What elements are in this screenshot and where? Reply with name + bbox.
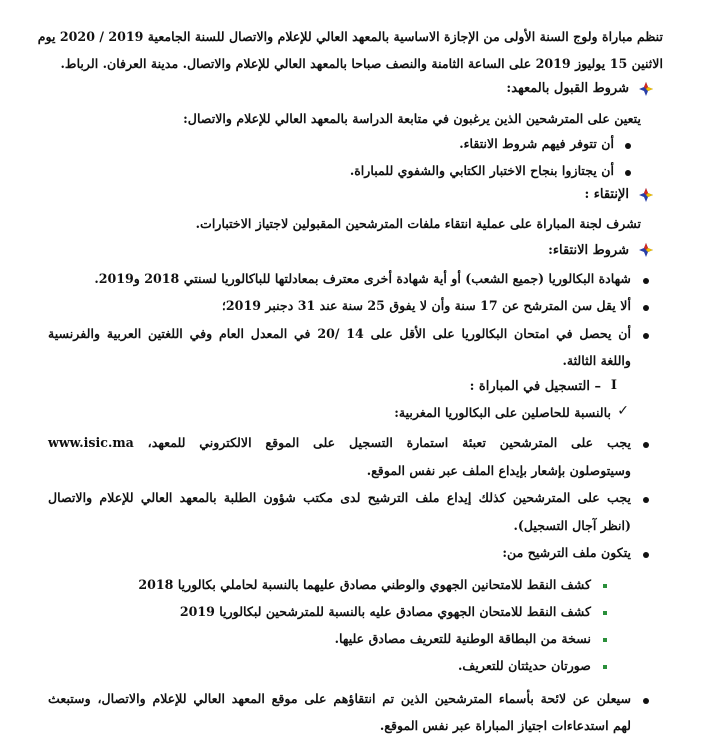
bullet-icon	[643, 305, 649, 311]
admission-intro: يتعين على المترشحين الذين يرغبون في متابعة الدراسة بالمعهد العالي للإعلام والاتصال:	[183, 111, 641, 126]
selection-condition-1: شهادة البكالوريا (جميع الشعب) أو أية شهادة أخرى معترف بمعادلتها للباكالوريا لسنتي 2018 و2019.	[94, 271, 631, 286]
square-bullet-icon	[603, 638, 607, 642]
registration-item-2-cont: (انظر آجال التسجيل).	[513, 518, 631, 533]
bullet-icon	[643, 442, 649, 448]
file-item-1: كشف النقط للامتحانين الجهوي والوطني مصادق عليهما بالنسبة لحاملي بكالوريا 2018	[138, 577, 591, 592]
arrow-star-icon	[639, 188, 653, 202]
file-item-2: كشف النقط للامتحان الجهوي مصادق عليه بالنسبة للمترشحين لبكالوريا 2019	[179, 604, 591, 619]
file-item-3: نسخة من البطاقة الوطنية للتعريف مصادق عليها.	[334, 631, 591, 646]
square-bullet-icon	[603, 665, 607, 669]
bullet-icon	[625, 143, 631, 149]
selection-condition-2: ألا يقل سن المترشح عن 17 سنة وأن لا يفوق 25 سنة عند 31 دجنبر 2019؛	[221, 298, 631, 313]
bullet-icon	[643, 333, 649, 339]
bullet-icon	[643, 698, 649, 704]
registration-item-2: يجب على المترشحين كذلك إيداع ملف الترشيح لدى مكتب شؤون الطلبة بالمعهد العالي للإعلام والاتصال	[48, 490, 631, 505]
square-bullet-icon	[603, 584, 607, 588]
selection-text: تشرف لجنة المباراة على عملية انتقاء ملفات المترشحين المقبولين لاجتياز الاختبارات.	[195, 216, 641, 231]
bullet-icon	[643, 497, 649, 503]
admission-item-1: أن تتوفر فيهم شروط الانتقاء.	[459, 136, 614, 151]
intro-line-1: تنظم مباراة ولوج السنة الأولى من الإجازة الاساسية بالمعهد العالي للإعلام والاتصال للسنة الجامعية 2019 / 2020 يوم	[37, 29, 663, 44]
selection-condition-3-cont: واللغة الثالثة.	[562, 353, 631, 368]
bullet-icon	[643, 552, 649, 558]
registration-item-3: يتكون ملف الترشيح من:	[502, 545, 631, 560]
final-note-cont: لهم استدعاءات اجتياز المباراة عبر نفس الموقع.	[379, 718, 631, 733]
section-number: I	[610, 378, 617, 393]
moroccan-bac-heading: بالنسبة للحاصلين على البكالوريا المغربية:	[394, 405, 611, 420]
square-bullet-icon	[603, 611, 607, 615]
file-item-4: صورتان حديثتان للتعريف.	[458, 658, 591, 673]
admission-heading: شروط القبول بالمعهد:	[506, 81, 629, 96]
registration-heading: – التسجيل في المباراة :	[469, 379, 601, 394]
bullet-icon	[625, 170, 631, 176]
selection-conditions-heading: شروط الانتقاء:	[548, 243, 629, 258]
final-note: سيعلن عن لائحة بأسماء المترشحين الذين تم انتقاؤهم على موقع المعهد العالي للإعلام والاتصال، وستبعث	[48, 691, 631, 706]
selection-heading: الإنتقاء :	[584, 187, 629, 202]
arrow-star-icon	[639, 82, 653, 96]
intro-line-2: الاثنين 15 يوليوز 2019 على الساعة الثامنة والنصف صباحا بالمعهد العالي للإعلام والاتصال. مدينة العرفان. الرباط.	[60, 56, 663, 71]
check-icon: ✓	[617, 403, 629, 419]
bullet-icon	[643, 278, 649, 284]
arrow-star-icon	[639, 243, 653, 257]
admission-item-2: أن يجتازوا بنجاح الاختبار الكتابي والشفوي للمباراة.	[349, 163, 614, 178]
registration-item-1-cont: وسيتوصلون بإشعار بإيداع الملف عبر نفس الموقع.	[366, 463, 631, 478]
registration-item-1: يجب على المترشحين تعبئة استمارة التسجيل على الموقع الالكتروني للمعهد، www.isic.ma	[48, 435, 631, 450]
selection-condition-3: أن يحصل في امتحان البكالوريا على الأقل على 14 /20 في المعدل العام وفي اللغتين العربية والفرنسية	[48, 326, 631, 341]
